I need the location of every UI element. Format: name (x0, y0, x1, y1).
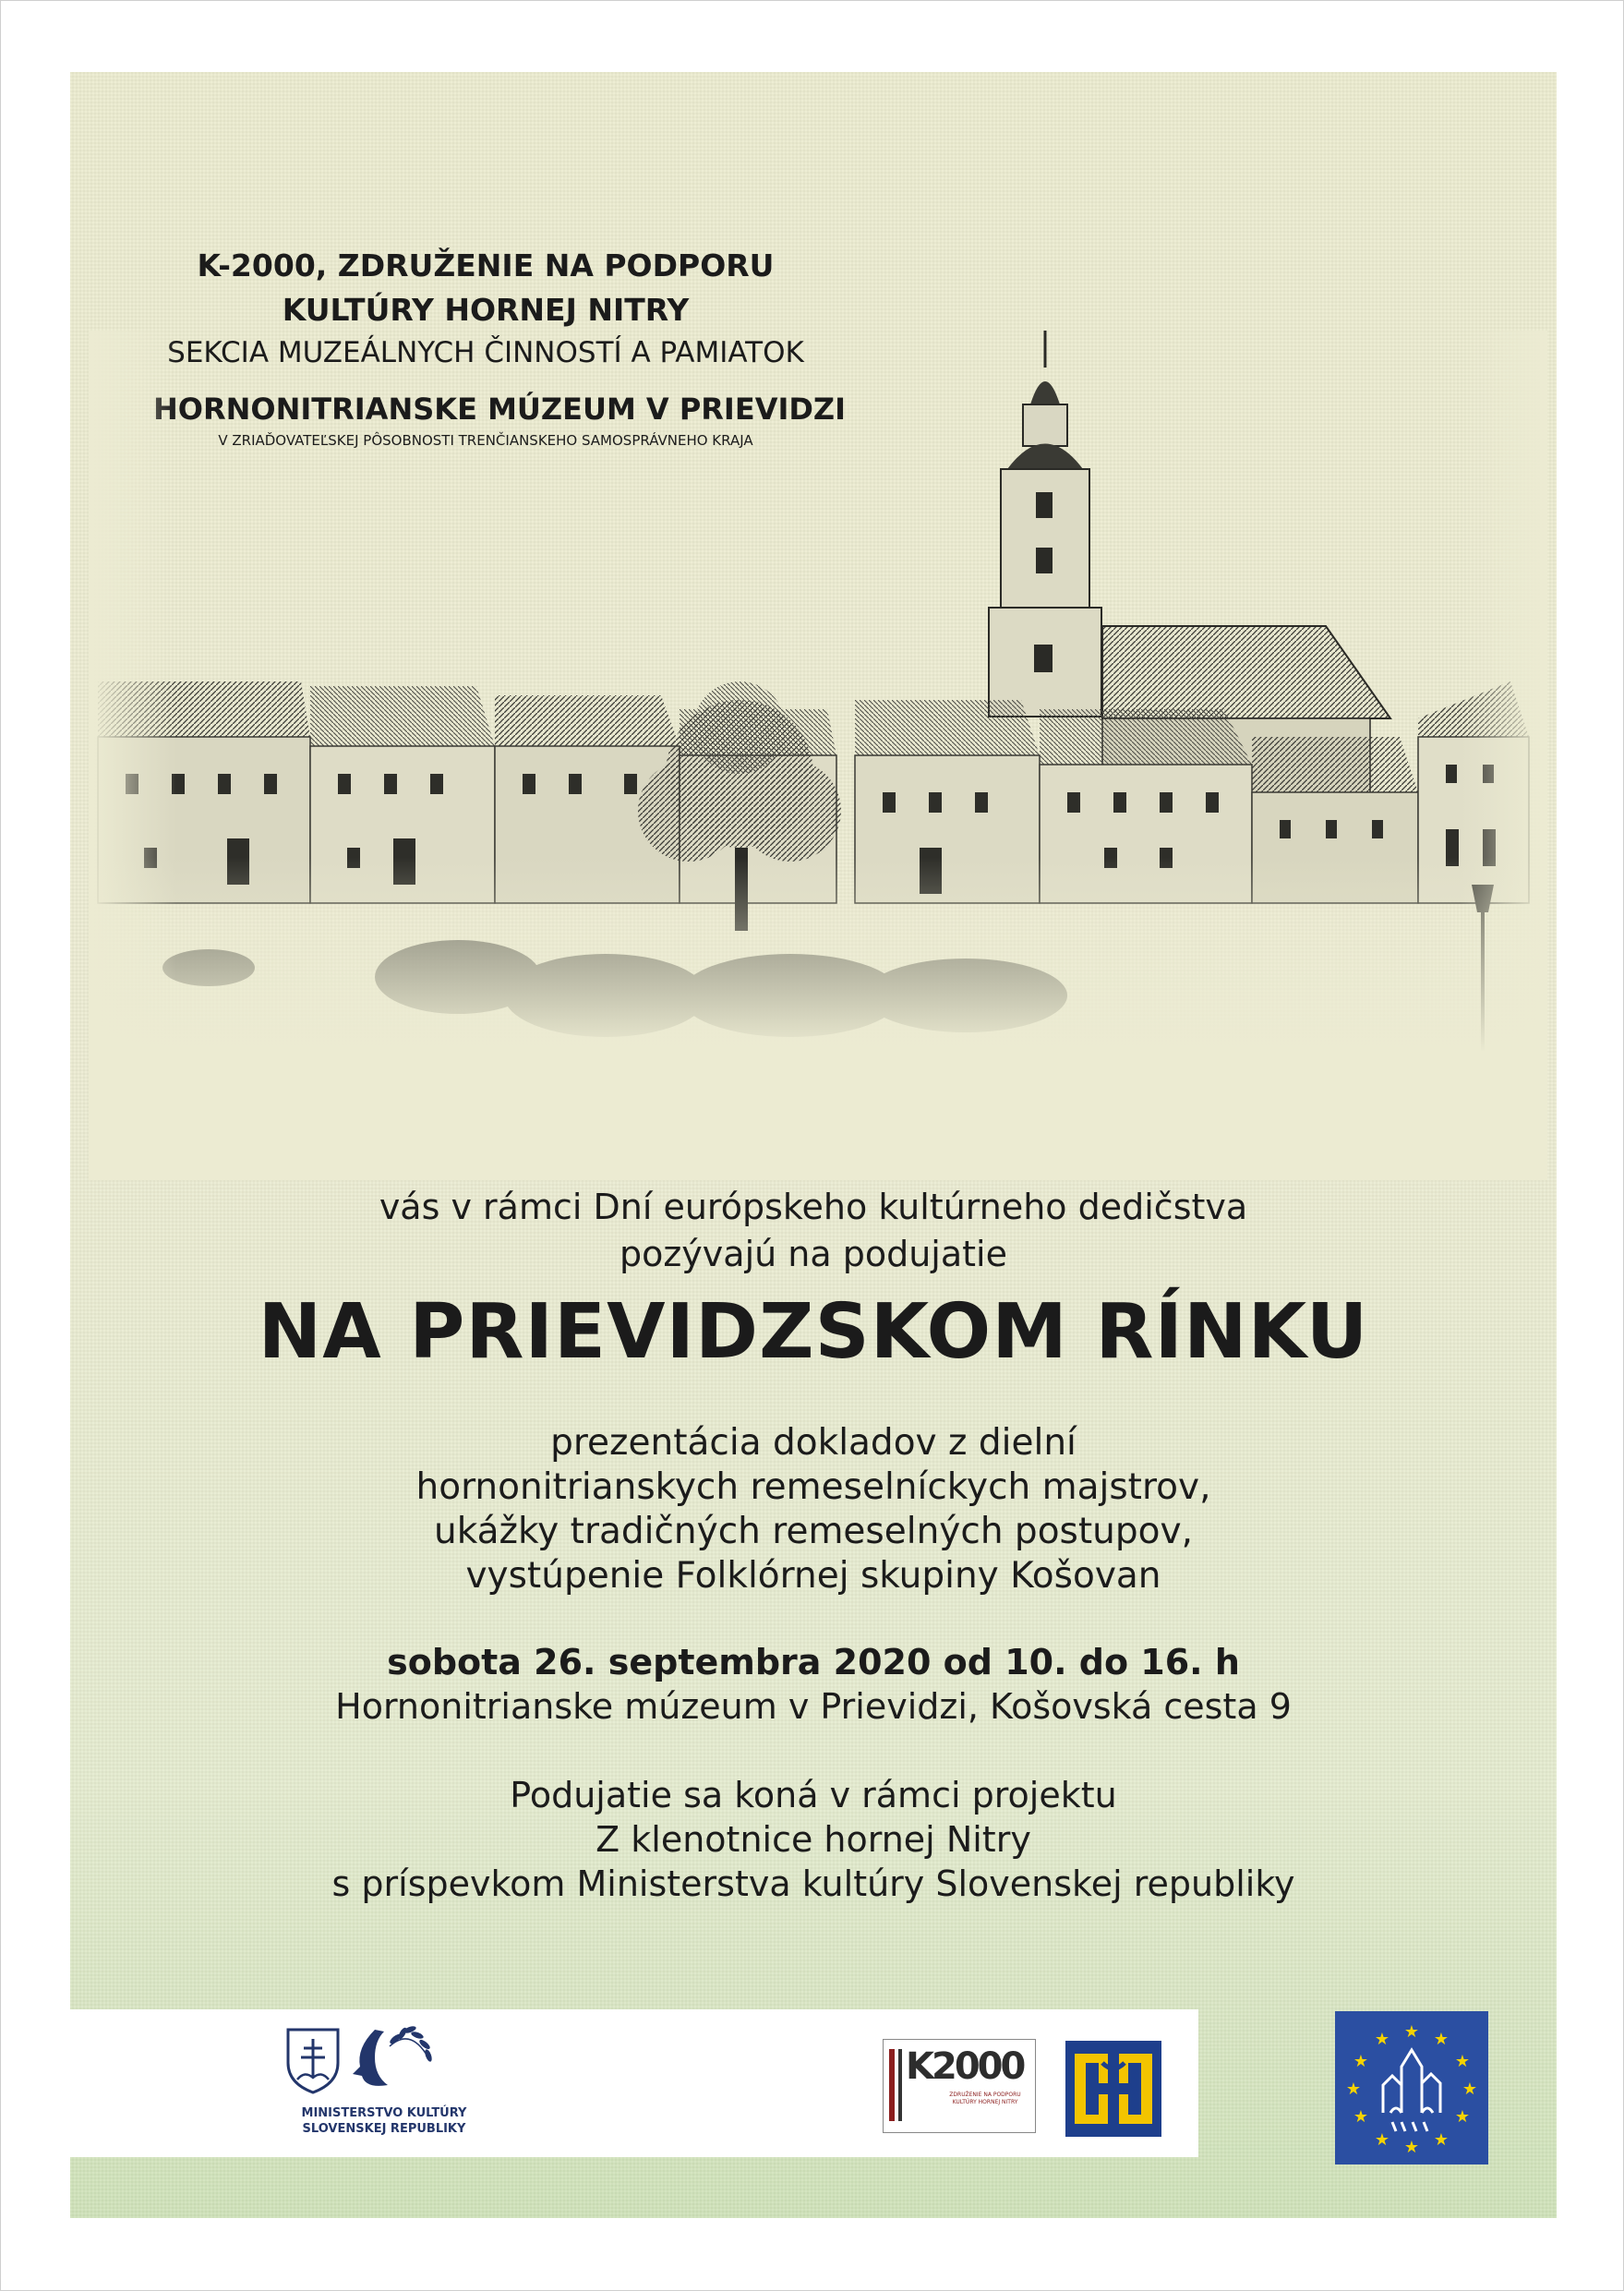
svg-text:★: ★ (1454, 2107, 1471, 2127)
museum-hm-logo-icon (1065, 2041, 1161, 2137)
town-square-sketch (89, 331, 1547, 1180)
svg-text:★: ★ (1403, 2022, 1420, 2042)
program-line-2: hornonitrianskych remeselníckych majstrov, (415, 1466, 1211, 1508)
organizer-line-1: K-2000, ZDRUŽENIE NA PODPORU (197, 247, 775, 283)
invite-line-2: pozývajú na podujatie (619, 1234, 1007, 1274)
k2000-mark: K2000 (906, 2045, 1024, 2088)
svg-text:★: ★ (1374, 2030, 1390, 2049)
event-place: Hornonitrianske múzeum v Prievidzi, Košovská cesta 9 (335, 1686, 1292, 1727)
partner-logos-band (70, 2009, 1198, 2157)
svg-text:★: ★ (1353, 2107, 1369, 2127)
program-line-4: vystúpenie Folklórnej skupiny Košovan (465, 1555, 1161, 1597)
svg-text:★: ★ (1433, 2030, 1450, 2049)
event-title: NA PRIEVIDZSKOM RÍNKU (258, 1288, 1369, 1376)
program-line-3: ukážky tradičných remeselných postupov, (434, 1511, 1193, 1552)
project-line-3: s príspevkom Ministerstva kultúry Slovenskej republiky (331, 1863, 1295, 1904)
slovak-coat-of-arms-icon (284, 2026, 342, 2096)
svg-text:★: ★ (1454, 2052, 1471, 2071)
project-line-1: Podujatie sa koná v rámci projektu (510, 1775, 1117, 1815)
invite-line-1: vás v rámci Dní európskeho kultúrneho dedičstva (379, 1187, 1248, 1227)
organizer-line-2: KULTÚRY HORNEJ NITRY (282, 292, 690, 328)
project-line-2: Z klenotnice hornej Nitry (595, 1819, 1031, 1860)
svg-text:★: ★ (1353, 2052, 1369, 2071)
ministry-name-line-1: MINISTERSTVO KULTÚRY (301, 2106, 467, 2120)
svg-text:★: ★ (1403, 2138, 1420, 2157)
european-heritage-days-logo-icon (1335, 2011, 1488, 2164)
poster (70, 72, 1557, 2218)
program-line-1: prezentácia dokladov z dielní (550, 1422, 1077, 1464)
svg-text:★: ★ (1374, 2130, 1390, 2150)
svg-text:★: ★ (1462, 2080, 1478, 2099)
svg-text:★: ★ (1433, 2130, 1450, 2150)
k2000-logo (883, 2039, 1036, 2133)
ministry-profile-laurel-icon (347, 2020, 449, 2094)
svg-text:★: ★ (1345, 2080, 1362, 2099)
ministry-name-line-2: SLOVENSKEJ REPUBLIKY (302, 2122, 466, 2136)
k2000-caption: ZDRUŽENIE NA PODPORU KULTÚRY HORNEJ NITRY (949, 2092, 1021, 2105)
event-date: sobota 26. septembra 2020 od 10. do 16. h (387, 1642, 1240, 1682)
